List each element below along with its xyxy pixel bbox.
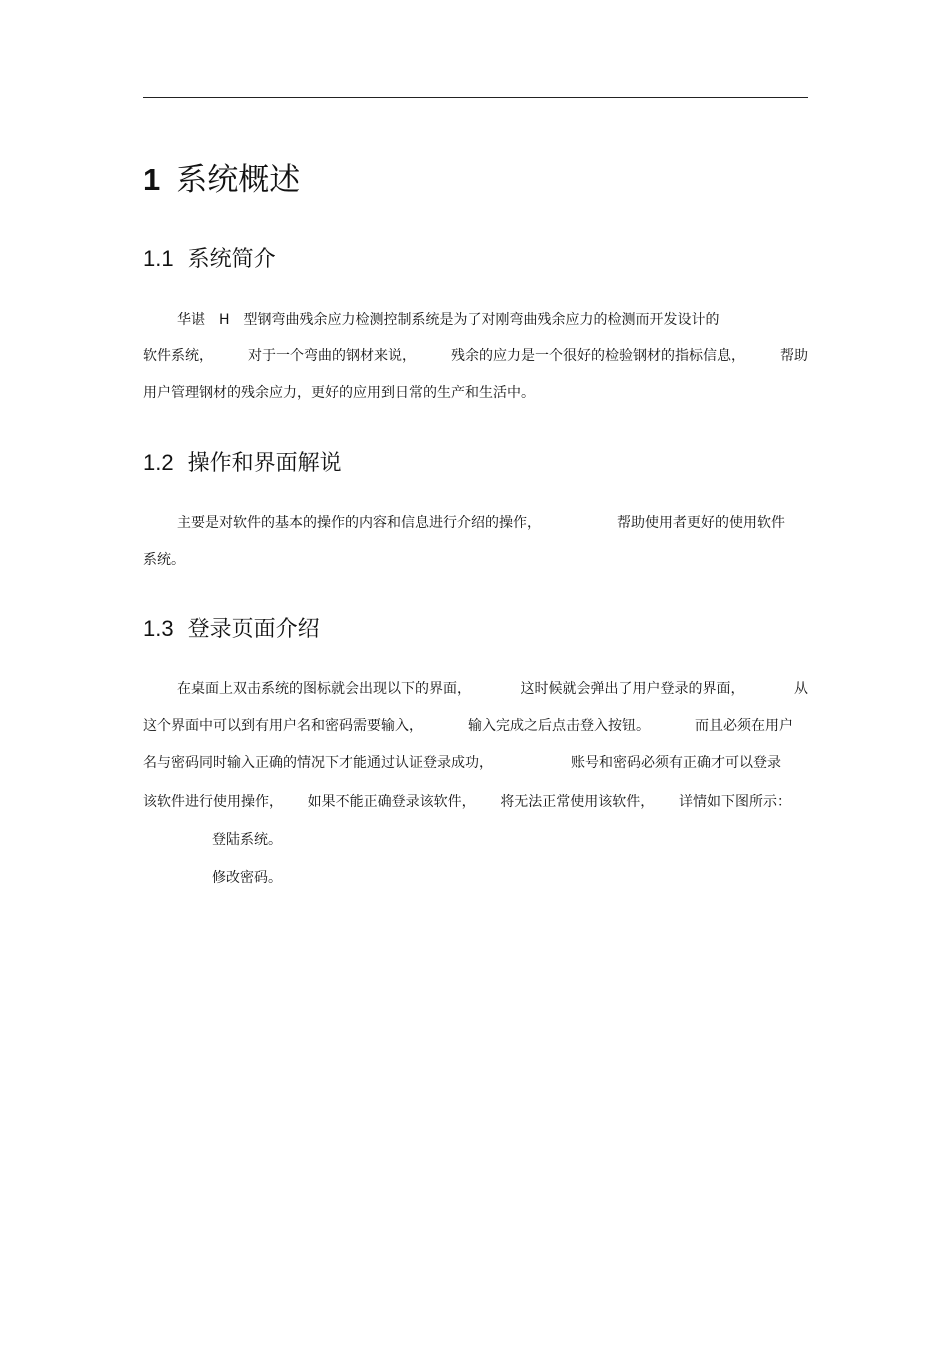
text-segment: 在桌面上双击系统的图标就会出现以下的界面， [177, 681, 471, 697]
text-segment: 详情如下图所示： [678, 794, 791, 810]
text-segment: 华谌 H 型钢弯曲残余应力检测控制系统是为了对刚弯曲残余应力的检测而开发设计的 [177, 312, 720, 328]
text-segment: 对于一个弯曲的钢材来说， [248, 348, 416, 364]
section-title: 操作和界面解说 [187, 451, 342, 476]
text-segment: 主要是对软件的基本的操作的内容和信息进行介绍的操作， [177, 515, 541, 531]
section-heading-1-3 [143, 614, 320, 645]
text-segment: 这时候就会弹出了用户登录的界面， [520, 681, 745, 697]
chapter-number: 1 [143, 162, 161, 197]
section-number: 1.1 [143, 246, 174, 271]
paragraph-line [143, 549, 808, 571]
text-segment: 名与密码同时输入正确的情况下才能通过认证登录成功， [143, 755, 493, 771]
text-segment: 用户管理钢材的残余应力，更好的应用到日常的生产和生活中。 [143, 385, 535, 401]
section-number: 1.3 [143, 616, 174, 641]
section-number: 1.2 [143, 450, 174, 475]
header-rule [143, 97, 808, 98]
text-segment: 残余的应力是一个很好的检验钢材的指标信息， [451, 348, 745, 364]
list-item-text: 登陆系统。 [212, 832, 282, 848]
text-segment: 而且必须在用户 [695, 718, 793, 734]
text-segment: 软件系统， [143, 348, 213, 364]
list-item [212, 867, 282, 889]
text-segment: 输入完成之后点击登入按钮。 [468, 718, 650, 734]
paragraph-line [143, 791, 791, 813]
paragraph-line [177, 512, 785, 534]
text-segment: 从 [794, 681, 808, 697]
paragraph-line [177, 678, 808, 700]
paragraph-line [143, 382, 808, 404]
list-item [212, 829, 282, 851]
text-segment: 如果不能正确登录该软件， [307, 794, 476, 810]
paragraph-line [143, 715, 793, 737]
chapter-heading [143, 160, 300, 200]
paragraph-line [177, 309, 808, 331]
paragraph-line [143, 752, 781, 774]
section-title: 登录页面介绍 [187, 617, 320, 642]
list-item-text: 修改密码。 [212, 870, 282, 886]
section-heading-1-2 [143, 448, 342, 479]
chapter-title: 系统概述 [176, 162, 301, 198]
text-segment: 帮助使用者更好的使用软件 [617, 515, 785, 531]
text-segment: 账号和密码必须有正确才可以登录 [571, 755, 781, 771]
text-segment: 将无法正常使用该软件， [500, 794, 655, 810]
paragraph-line [143, 345, 808, 367]
text-segment: 该软件进行使用操作， [143, 794, 283, 810]
section-title: 系统简介 [187, 247, 276, 272]
text-segment: 帮助 [780, 348, 808, 364]
section-heading-1-1 [143, 244, 276, 275]
text-segment: 这个界面中可以到有用户名和密码需要输入， [143, 718, 423, 734]
text-segment: 系统。 [143, 552, 185, 568]
